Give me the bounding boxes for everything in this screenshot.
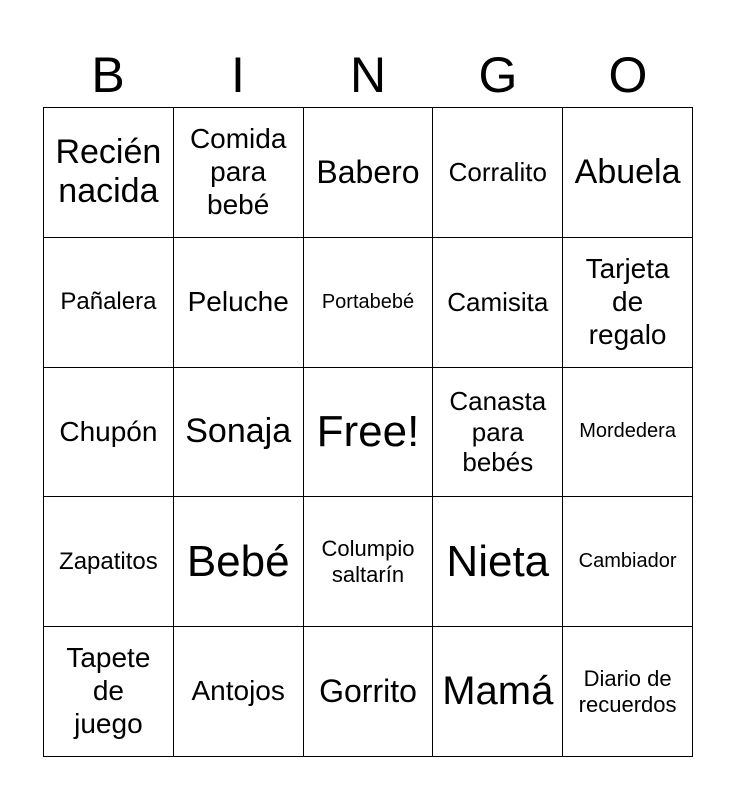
bingo-cell[interactable]	[563, 108, 693, 238]
cell-label: Recién nacida	[55, 132, 162, 211]
bingo-board	[43, 107, 693, 757]
bingo-cell[interactable]	[433, 627, 563, 757]
bingo-cell[interactable]	[563, 497, 693, 627]
cell-label: Nieta	[446, 537, 550, 587]
bingo-cell[interactable]	[433, 238, 563, 368]
bingo-cell[interactable]	[44, 108, 174, 238]
bingo-cell[interactable]	[433, 368, 563, 498]
bingo-cell[interactable]	[174, 368, 304, 498]
cell-label: Zapatitos	[59, 547, 158, 575]
cell-label: Comida para bebé	[189, 123, 287, 220]
cell-label: Columpio saltarín	[321, 536, 415, 587]
cell-label: Cambiador	[578, 550, 677, 573]
cell-label: Abuela	[574, 152, 681, 191]
bingo-header	[43, 44, 693, 106]
cell-label: Chupón	[59, 415, 158, 447]
free-space-label: Free!	[316, 407, 420, 457]
bingo-cell[interactable]	[433, 497, 563, 627]
bingo-cell[interactable]	[563, 627, 693, 757]
bingo-cell[interactable]	[44, 497, 174, 627]
cell-label: Pañalera	[60, 288, 157, 316]
header-letter-i: I	[231, 47, 245, 103]
bingo-cell[interactable]	[304, 368, 434, 498]
cell-label: Babero	[316, 153, 420, 190]
cell-label: Peluche	[187, 285, 289, 317]
bingo-cell[interactable]	[304, 497, 434, 627]
cell-label: Portabebé	[321, 290, 415, 313]
bingo-cell[interactable]	[563, 368, 693, 498]
bingo-cell[interactable]	[174, 108, 304, 238]
header-letter-g: G	[478, 47, 518, 103]
cell-label: Gorrito	[319, 672, 417, 709]
header-letter-o: O	[608, 47, 648, 103]
cell-label: Antojos	[191, 675, 285, 707]
bingo-cell[interactable]	[44, 238, 174, 368]
bingo-cell[interactable]	[304, 238, 434, 368]
cell-label: Mamá	[442, 669, 554, 714]
cell-label: Camisita	[447, 286, 549, 317]
bingo-cell[interactable]	[174, 497, 304, 627]
cell-label: Diario de recuerdos	[578, 665, 677, 717]
bingo-cell[interactable]	[304, 627, 434, 757]
bingo-cell[interactable]	[563, 238, 693, 368]
bingo-cell[interactable]	[44, 368, 174, 498]
cell-label: Sonaja	[185, 412, 292, 451]
cell-label: Bebé	[186, 537, 290, 587]
header-letter-b: B	[91, 47, 125, 103]
header-letter-n: N	[349, 47, 387, 103]
bingo-cell[interactable]	[174, 627, 304, 757]
cell-label: Mordedera	[579, 420, 676, 443]
cell-label: Tapete de juego	[66, 642, 151, 739]
cell-label: Canasta para bebés	[449, 386, 547, 478]
cell-label: Corralito	[448, 157, 547, 188]
bingo-cell[interactable]	[44, 627, 174, 757]
bingo-cell[interactable]	[174, 238, 304, 368]
bingo-cell[interactable]	[433, 108, 563, 238]
cell-label: Tarjeta de regalo	[585, 253, 670, 350]
bingo-cell[interactable]	[304, 108, 434, 238]
